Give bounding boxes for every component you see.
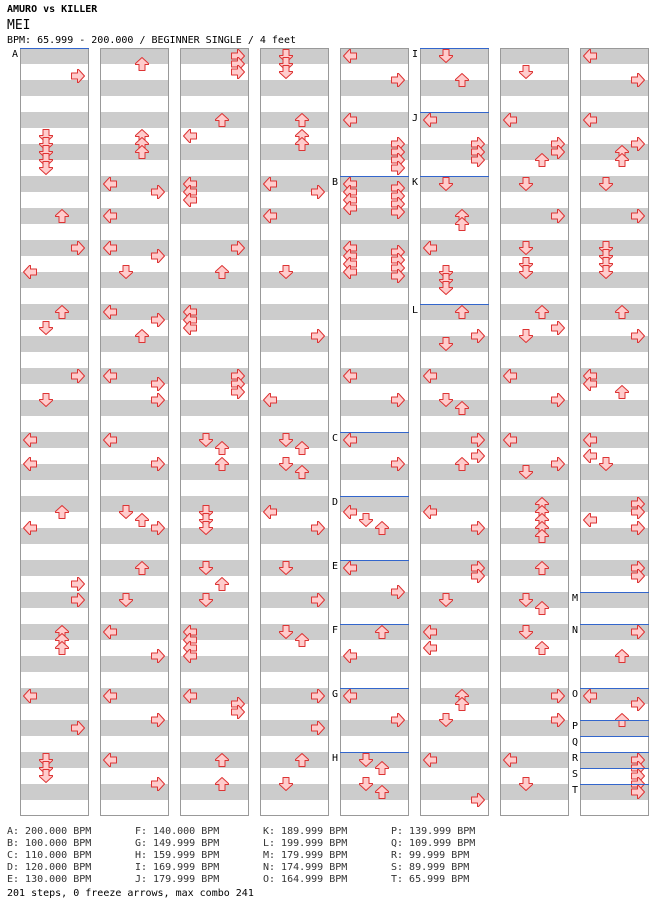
bpm-change-label: T: [572, 785, 579, 796]
beat-stripe: [340, 784, 409, 800]
beat-stripe: [180, 752, 249, 768]
arrow-left: [584, 514, 597, 527]
bpm-change-label: N: [572, 625, 579, 636]
bpm-legend-item: S: 89.999 BPM: [391, 862, 470, 873]
bpm-change-label: J: [412, 113, 419, 124]
beat-stripe: [260, 144, 329, 160]
bpm-legend-item: F: 140.000 BPM: [135, 826, 220, 837]
bpm-change-label: L: [412, 305, 419, 316]
beat-stripe: [180, 208, 249, 224]
beat-stripe: [180, 496, 249, 512]
beat-stripe: [500, 624, 569, 640]
bpm-change-label: G: [332, 689, 339, 700]
beat-stripe: [20, 656, 89, 672]
beat-stripe: [100, 112, 169, 128]
beat-stripe: [500, 496, 569, 512]
beat-stripe: [580, 592, 649, 608]
beat-stripe: [500, 592, 569, 608]
beat-stripe: [20, 336, 89, 352]
beat-stripe: [100, 496, 169, 512]
song-title: AMURO vs KILLER: [7, 4, 98, 15]
bpm-change-label: D: [332, 497, 339, 508]
beat-stripe: [100, 336, 169, 352]
beat-stripe: [420, 688, 489, 704]
arrow-down: [40, 322, 53, 335]
beat-stripe: [180, 464, 249, 480]
beat-stripe: [20, 176, 89, 192]
bpm-legend-item: A: 200.000 BPM: [7, 826, 92, 837]
beat-stripe: [260, 272, 329, 288]
arrow-left: [184, 130, 197, 143]
beat-stripe: [260, 240, 329, 256]
beat-stripe: [500, 784, 569, 800]
bpm-change-label: F: [332, 625, 339, 636]
beat-stripe: [180, 112, 249, 128]
bpm-change-label: I: [412, 49, 419, 60]
bpm-legend-item: H: 159.999 BPM: [135, 850, 220, 861]
beat-stripe: [500, 176, 569, 192]
bpm-legend-item: I: 169.999 BPM: [135, 862, 220, 873]
beat-stripe: [340, 528, 409, 544]
beat-stripe: [20, 624, 89, 640]
beat-stripe: [20, 304, 89, 320]
beat-stripe: [340, 752, 409, 768]
beat-stripe: [420, 48, 489, 64]
beat-stripe: [260, 48, 329, 64]
beat-stripe: [580, 400, 649, 416]
beat-stripe: [260, 624, 329, 640]
arrow-down: [40, 162, 53, 175]
beat-stripe: [20, 112, 89, 128]
beat-stripe: [20, 144, 89, 160]
bpm-legend-item: L: 199.999 BPM: [263, 838, 348, 849]
beat-stripe: [180, 560, 249, 576]
arrow-down: [520, 66, 533, 79]
beat-stripe: [500, 272, 569, 288]
beat-stripe: [20, 496, 89, 512]
arrow-up: [216, 578, 229, 591]
beat-stripe: [420, 592, 489, 608]
beat-stripe: [20, 400, 89, 416]
beat-stripe: [420, 304, 489, 320]
bpm-legend-item: M: 179.999 BPM: [263, 850, 348, 861]
arrow-right: [472, 450, 485, 463]
bpm-legend-item: Q: 109.999 BPM: [391, 838, 476, 849]
beat-stripe: [180, 272, 249, 288]
beat-stripe: [580, 720, 649, 736]
bpm-change-label: R: [572, 753, 579, 764]
bpm-legend-item: O: 164.999 BPM: [263, 874, 348, 885]
bpm-change-label: S: [572, 769, 579, 780]
beat-stripe: [260, 464, 329, 480]
bpm-change-label: Q: [572, 737, 579, 748]
bpm-change-label: C: [332, 433, 339, 444]
beat-stripe: [180, 720, 249, 736]
beat-stripe: [180, 336, 249, 352]
beat-stripe: [420, 464, 489, 480]
bpm-change-label: K: [412, 177, 419, 188]
beat-stripe: [180, 432, 249, 448]
beat-stripe: [420, 400, 489, 416]
bpm-legend-item: T: 65.999 BPM: [391, 874, 470, 885]
beat-stripe: [420, 272, 489, 288]
bpm-legend-item: E: 130.000 BPM: [7, 874, 92, 885]
beat-stripe: [100, 272, 169, 288]
bpm-legend-item: R: 99.999 BPM: [391, 850, 470, 861]
beat-stripe: [20, 208, 89, 224]
beat-stripe: [20, 48, 89, 64]
bpm-legend-item: N: 174.999 BPM: [263, 862, 348, 873]
beat-stripe: [20, 784, 89, 800]
beat-stripe: [500, 48, 569, 64]
arrow-up: [136, 514, 149, 527]
arrow-right: [72, 578, 85, 591]
bpm-legend-item: B: 100.000 BPM: [7, 838, 92, 849]
bpm-change-label: M: [572, 593, 579, 604]
beat-stripe: [500, 240, 569, 256]
beat-stripe: [180, 80, 249, 96]
arrow-up: [616, 386, 629, 399]
beat-stripe: [100, 80, 169, 96]
beat-stripe: [260, 368, 329, 384]
bpm-change-label: H: [332, 753, 339, 764]
beat-stripe: [20, 560, 89, 576]
arrow-left: [424, 642, 437, 655]
arrow-left: [584, 450, 597, 463]
bpm-change-label: E: [332, 561, 339, 572]
beat-stripe: [580, 304, 649, 320]
song-artist: MEI: [7, 18, 31, 33]
beat-stripe: [260, 80, 329, 96]
arrow-down: [360, 514, 373, 527]
beat-stripe: [500, 560, 569, 576]
beat-stripe: [340, 624, 409, 640]
beat-stripe: [180, 400, 249, 416]
bpm-change-label: O: [572, 689, 579, 700]
beat-stripe: [580, 272, 649, 288]
bpm-change-label: A: [12, 49, 19, 60]
arrow-right: [552, 322, 565, 335]
beat-stripe: [260, 112, 329, 128]
beat-stripe: [260, 304, 329, 320]
beat-stripe: [100, 592, 169, 608]
arrow-down: [280, 66, 293, 79]
beat-stripe: [100, 560, 169, 576]
bpm-legend-item: G: 149.999 BPM: [135, 838, 220, 849]
beat-stripe: [420, 80, 489, 96]
beat-stripe: [180, 528, 249, 544]
arrow-down: [40, 770, 53, 783]
bpm-legend-item: C: 110.000 BPM: [7, 850, 92, 861]
beat-stripe: [340, 336, 409, 352]
beat-stripe: [580, 464, 649, 480]
beat-stripe: [580, 176, 649, 192]
beat-stripe: [420, 720, 489, 736]
beat-stripe: [500, 528, 569, 544]
beat-stripe: [180, 144, 249, 160]
beat-stripe: [420, 656, 489, 672]
bpm-legend-item: D: 120.000 BPM: [7, 862, 92, 873]
beat-stripe: [500, 80, 569, 96]
beat-stripe: [340, 304, 409, 320]
arrow-up: [536, 642, 549, 655]
beat-stripe: [580, 240, 649, 256]
beat-stripe: [100, 48, 169, 64]
beat-stripe: [100, 144, 169, 160]
beat-stripe: [580, 656, 649, 672]
beat-stripe: [260, 784, 329, 800]
bpm-change-label: B: [332, 177, 339, 188]
arrow-up: [56, 642, 69, 655]
beat-stripe: [500, 336, 569, 352]
bpm-change-label: P: [572, 721, 579, 732]
beat-stripe: [420, 208, 489, 224]
beat-stripe: [260, 432, 329, 448]
beat-stripe: [180, 784, 249, 800]
chart-info: BPM: 65.999 - 200.000 / BEGINNER SINGLE / 4 feet: [7, 35, 296, 46]
bpm-legend-item: P: 139.999 BPM: [391, 826, 476, 837]
bpm-legend-item: J: 179.999 BPM: [135, 874, 220, 885]
beat-stripe: [20, 752, 89, 768]
beat-stripe: [180, 592, 249, 608]
beat-stripe: [500, 304, 569, 320]
bpm-legend-item: K: 189.999 BPM: [263, 826, 348, 837]
chart-summary: 201 steps, 0 freeze arrows, max combo 241: [7, 888, 254, 899]
beat-stripe: [260, 656, 329, 672]
beat-stripe: [260, 560, 329, 576]
beat-stripe: [420, 176, 489, 192]
beat-stripe: [500, 656, 569, 672]
beat-stripe: [260, 752, 329, 768]
